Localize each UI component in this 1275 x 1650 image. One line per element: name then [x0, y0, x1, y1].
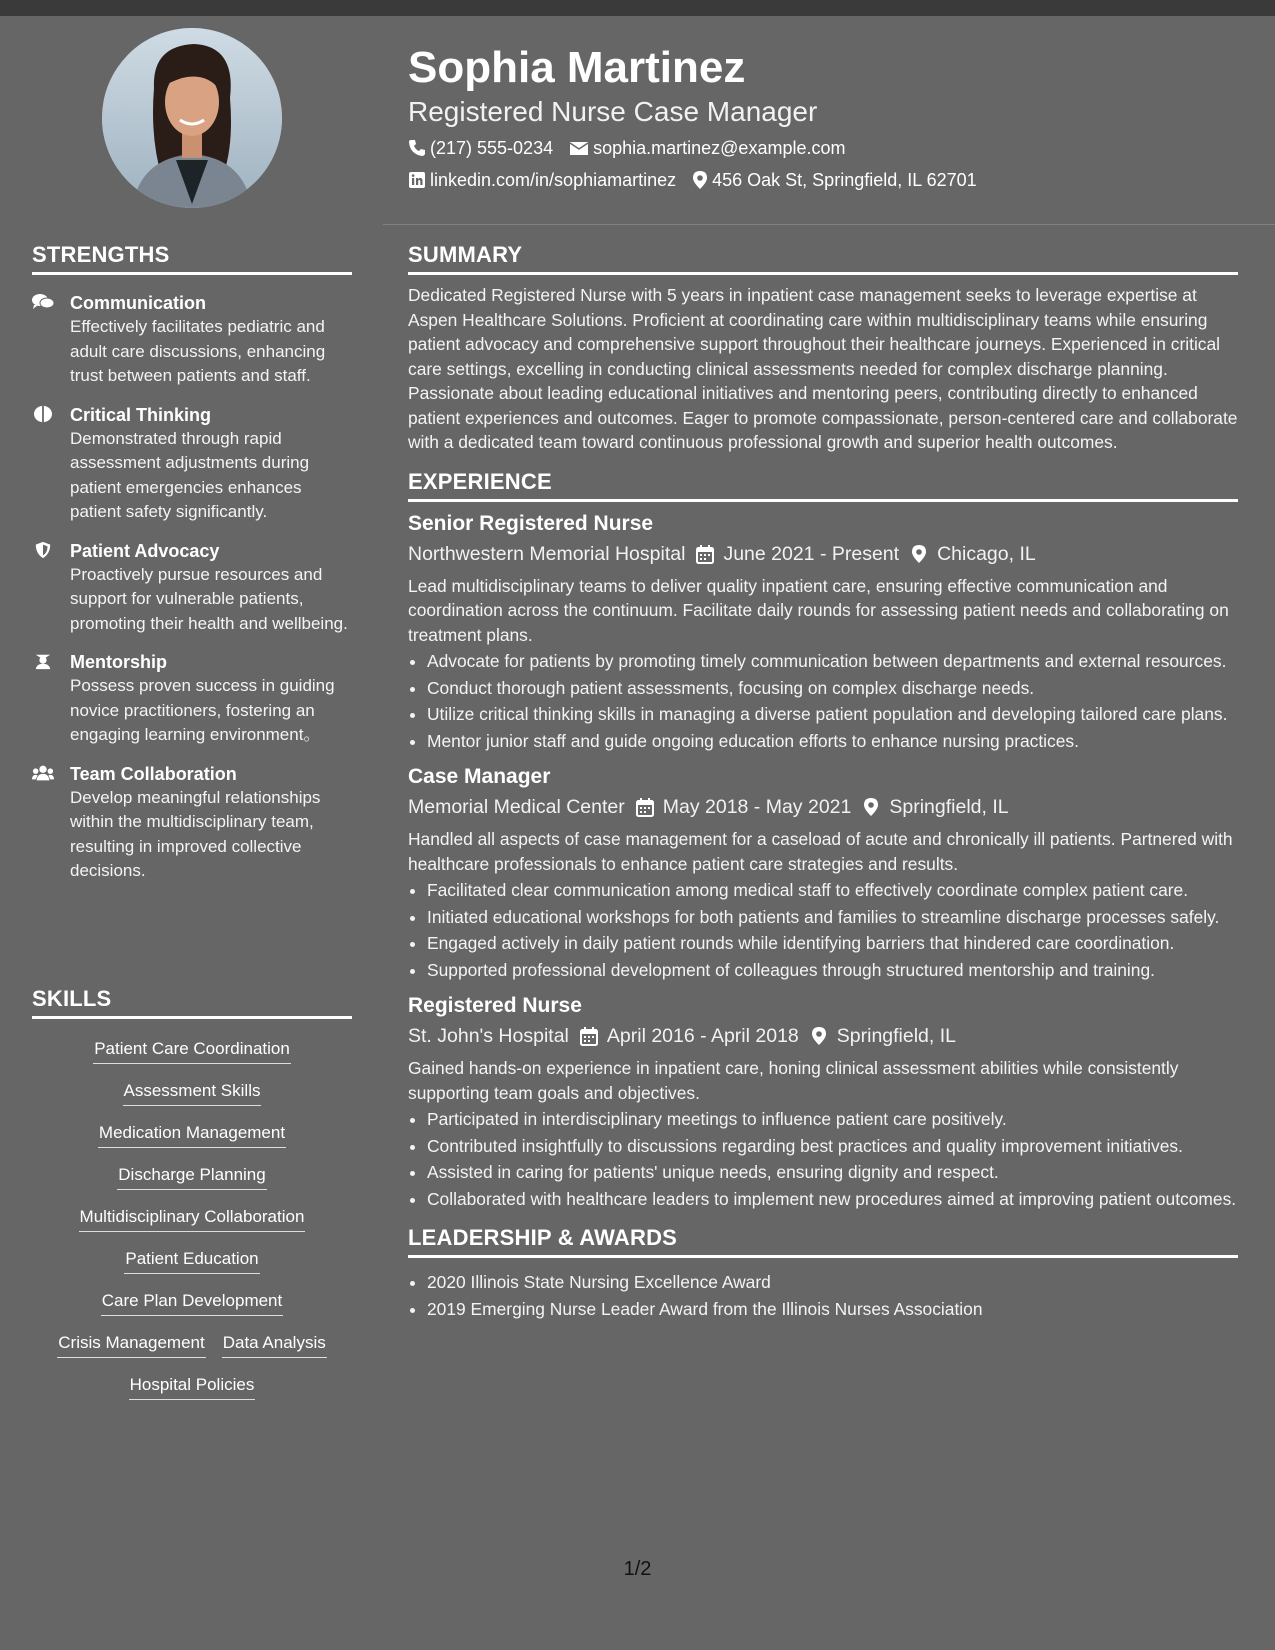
skill-tag: Patient Education [124, 1247, 259, 1274]
skills-heading: SKILLS [32, 986, 352, 1019]
job-entry [408, 510, 1238, 754]
top-bar [0, 0, 1275, 16]
skill-tag: Medication Management [98, 1121, 286, 1148]
experience-heading: EXPERIENCE [408, 469, 1238, 502]
map-pin-icon [909, 544, 929, 564]
phone-text: (217) 555-0234 [430, 138, 554, 158]
contact-row [408, 136, 1238, 160]
calendar-icon [635, 797, 655, 817]
skill-row [32, 1373, 352, 1400]
strength-item [32, 650, 352, 748]
job-bullet: • Initiated educational workshops for both patients and families to streamline discharge processes safely. [427, 905, 1238, 930]
resume-header [408, 42, 1238, 192]
strength-desc: Possess proven success in guiding novice practitioners, fostering an engaging learning environment。 [70, 676, 335, 744]
users-icon [32, 764, 54, 782]
awards-list [408, 1270, 1238, 1321]
job-entry [408, 992, 1238, 1211]
map-pin-icon [692, 170, 708, 190]
strength-name: Mentorship [70, 652, 167, 672]
phone-item [408, 136, 553, 160]
job-description: Lead multidisciplinary teams to deliver quality inpatient care, ensuring effective communication and coordination across the continuum. Facilitate daily rounds for assessing patient needs and collaborating on treatment plans. [408, 575, 1229, 645]
job-bullet: • Advocate for patients by promoting timely communication between departments and external resources. [427, 649, 1238, 674]
strengths-section [32, 242, 352, 884]
job-location-text: Chicago, IL [937, 542, 1036, 565]
summary-heading: SUMMARY [408, 242, 1238, 275]
summary-text: Dedicated Registered Nurse with 5 years in inpatient case management seeks to leverage expertise at Aspen Healthcare Solutions. Proficient at coordinating care within multidisciplinary teams while ensuring patient advocacy and comprehensive support throughout their healthcare journeys. Experienced in critical care settings, excelling in conducting clinical assessments needed for complex discharge planning. Passionate about leading educational initiatives and mentoring peers, contributing directly to enhanced patient experiences and outcomes. Eager to promote compassionate, person-centered care and collaborate with a dedicated team toward continuous professional growth and superior health outcomes. [408, 285, 1238, 452]
job-title: Registered Nurse [408, 994, 582, 1017]
strength-name: Team Collaboration [70, 763, 237, 784]
skill-tag: Assessment Skills [123, 1079, 262, 1106]
job-location [909, 540, 1036, 568]
linkedin-icon [408, 171, 426, 189]
strength-desc: Effectively facilitates pediatric and adult care discussions, enhancing trust between patients and staff. [70, 317, 326, 385]
job-dates-text: April 2016 - April 2018 [606, 1025, 799, 1047]
email-item[interactable] [569, 136, 845, 160]
strength-item [32, 539, 352, 637]
job-location [861, 793, 1008, 821]
job-dates-text: June 2021 - Present [723, 542, 900, 565]
skill-row [32, 1289, 352, 1316]
employer: Northwestern Memorial Hospital [408, 542, 686, 565]
job-bullet: • Mentor junior staff and guide ongoing education efforts to enhance nursing practices. [427, 729, 1238, 754]
job-title: Case Manager [408, 765, 551, 788]
page-number: 1/2 [623, 1558, 652, 1580]
candidate-name: Sophia Martinez [408, 43, 746, 92]
skill-tag: Discharge Planning [117, 1163, 266, 1190]
map-pin-icon [809, 1026, 829, 1046]
skill-tag: Patient Care Coordination [93, 1037, 291, 1064]
linkedin-item[interactable] [408, 168, 676, 192]
strength-item [32, 762, 352, 884]
skill-row [32, 1121, 352, 1148]
job-bullet: • Engaged actively in daily patient rounds while identifying barriers that hindered care coordination. [427, 931, 1238, 956]
job-location-text: Springfield, IL [889, 796, 1009, 818]
address-item [692, 168, 977, 192]
calendar-icon [695, 544, 715, 564]
strength-name: Critical Thinking [70, 404, 212, 425]
contact-row [408, 168, 1238, 192]
job-bullet: • Contributed insightfully to discussions regarding best practices and quality improvement initiatives. [427, 1134, 1238, 1159]
strength-desc: Proactively pursue resources and support for vulnerable patients, promoting their health and wellbeing. [70, 564, 348, 633]
right-column [408, 242, 1238, 1323]
strength-item [32, 291, 352, 389]
strength-item [32, 403, 352, 525]
job-bullet: • Participated in interdisciplinary meetings to influence patient care positively. [427, 1107, 1238, 1132]
job-location-text: Springfield, IL [836, 1025, 957, 1047]
skill-tag: Care Plan Development [101, 1289, 283, 1316]
job-bullet: • Assisted in caring for patients' unique needs, ensuring dignity and respect. [427, 1160, 1238, 1185]
award-item: • 2020 Illinois State Nursing Excellence Award [427, 1270, 1238, 1295]
job-dates [635, 793, 852, 821]
address-text: 456 Oak St, Springfield, IL 62701 [712, 170, 977, 190]
map-pin-icon [861, 797, 881, 817]
job-bullet: • Utilize critical thinking skills in managing a diverse patient population and developing tailored care plans. [427, 702, 1238, 727]
job-bullets [408, 878, 1238, 982]
skill-tag: Data Analysis [222, 1331, 327, 1358]
strength-desc: Demonstrated through rapid assessment adjustments during patient emergencies enhances patient safety significantly. [70, 428, 310, 521]
job-entry [408, 763, 1238, 982]
phone-icon [408, 139, 426, 157]
job-description: Gained hands-on experience in inpatient care, honing clinical assessment abilities while consistently supporting team goals and objectives. [408, 1058, 1179, 1103]
award-item: • 2019 Emerging Nurse Leader Award from the Illinois Nurses Association [427, 1297, 1238, 1322]
linkedin-link[interactable]: linkedin.com/in/sophiamartinez [430, 170, 677, 190]
avatar-illustration [102, 28, 282, 208]
job-bullets [408, 649, 1238, 753]
job-meta [408, 540, 1238, 568]
header-divider [383, 224, 1275, 225]
job-bullet: • Collaborated with healthcare leaders to implement new procedures aimed at improving patient outcomes. [427, 1187, 1238, 1212]
skill-row [32, 1079, 352, 1106]
skills-section [32, 986, 352, 1400]
job-title: Senior Registered Nurse [408, 511, 654, 535]
job-dates [579, 1022, 799, 1050]
candidate-role: Registered Nurse Case Manager [408, 96, 818, 127]
job-dates [695, 540, 899, 568]
job-bullet: • Conduct thorough patient assessments, focusing on complex discharge needs. [427, 676, 1238, 701]
strengths-heading: STRENGTHS [32, 242, 352, 275]
skill-row [32, 1163, 352, 1190]
skill-row [32, 1247, 352, 1274]
experience-list [408, 510, 1238, 1212]
email-link[interactable]: sophia.martinez@example.com [593, 138, 846, 158]
skill-tag: Crisis Management [57, 1331, 205, 1358]
strength-name: Patient Advocacy [70, 540, 220, 561]
resume-page [0, 16, 1275, 1650]
comments-icon [32, 293, 54, 311]
awards-heading: LEADERSHIP & AWARDS [408, 1225, 1238, 1258]
employer: St. John's Hospital [408, 1025, 569, 1047]
skill-row [32, 1331, 352, 1358]
employer: Memorial Medical Center [408, 796, 625, 818]
teacher-icon [32, 652, 54, 670]
calendar-icon [579, 1026, 599, 1046]
skill-tag: Multidisciplinary Collaboration [79, 1205, 306, 1232]
skill-row [32, 1205, 352, 1232]
strength-desc: Develop meaningful relationships within the multidisciplinary team, resulting in improved collective decisions. [70, 787, 321, 880]
job-bullet: • Supported professional development of colleagues through structured mentorship and training. [427, 958, 1238, 983]
job-bullets [408, 1107, 1238, 1211]
job-bullet: • Facilitated clear communication among medical staff to effectively coordinate complex patient care. [427, 878, 1238, 903]
brain-icon [32, 405, 54, 423]
envelope-icon [569, 140, 589, 156]
job-meta [408, 793, 1238, 821]
shield-icon [32, 541, 54, 559]
job-dates-text: May 2018 - May 2021 [662, 796, 852, 818]
job-description: Handled all aspects of case management for a caseload of acute and chronically ill patients. Partnered with healthcare professionals to enhance patient care strategies and results. [408, 829, 1233, 874]
job-location [809, 1022, 956, 1050]
profile-photo [102, 28, 282, 208]
skill-row [32, 1037, 352, 1064]
skill-tag: Hospital Policies [129, 1373, 256, 1400]
strength-name: Communication [70, 293, 207, 313]
job-meta [408, 1022, 1238, 1050]
skills-list [32, 1037, 352, 1400]
